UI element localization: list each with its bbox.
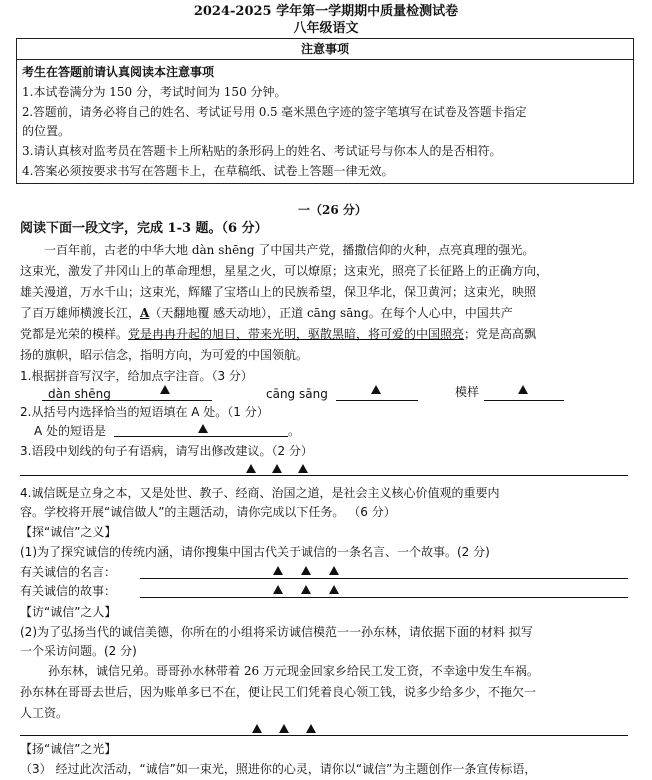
part-2-prompt: (2)为了弘扬当代的诚信美德，你所在的小组将采访诚信模范一一孙东林，请依据下面的材料 拟写 (20, 625, 533, 639)
notice-divider (17, 59, 633, 60)
part-2-prompt-cont: 一个采访问题。(2 分) (20, 644, 137, 658)
triangle-icon (371, 385, 381, 394)
triangle-icon (279, 724, 289, 733)
notice-intro: 考生在答题前请认真阅读本注意事项 (22, 65, 215, 79)
question-4-cont: 容。学校将开展“诚信做人”的主题活动，请你完成以下任务。 （6 分） (20, 505, 396, 519)
notice-item: 4.答案必须按要求书写在答题卡上，在草稿纸、试卷上答题一律无效。 (22, 164, 394, 178)
answer-line[interactable] (20, 735, 628, 736)
underlined-sentence: 党是冉冉升起的旭日，带来光明，驱散黑暗，将可爱的中国照亮 (128, 327, 465, 341)
blank-marker-a: A (140, 306, 150, 320)
quote-label: 有关诚信的名言： (20, 565, 117, 579)
notice-item: 3.请认真核对监考员在答题卡上所粘贴的条形码上的姓名、考试证号与你本人的是否相符。 (22, 144, 502, 158)
pinyin-1: dàn shēng (48, 387, 111, 401)
answer-blank-4[interactable] (114, 436, 288, 437)
notice-heading: 注意事项 (300, 42, 349, 56)
answer-blank-6[interactable] (140, 597, 628, 598)
question-1: 1.根据拼音写汉字，给加点字注音。（3 分） (20, 369, 253, 383)
answer-blank-2[interactable] (336, 400, 418, 401)
word-label: 模样 (455, 385, 480, 399)
section-heading: 一（26 分） (298, 203, 367, 217)
notice-box (16, 38, 634, 184)
triangle-icon (298, 464, 308, 473)
exam-title: 2024-2025 学年第一学期期中质量检测试卷 (193, 4, 459, 19)
triangle-icon (273, 585, 283, 594)
answer-line[interactable] (20, 475, 628, 476)
part-1-prompt: (1)为了探究诚信的传统内涵，请你搜集中国古代关于诚信的一条名言、一个故事。(2 分) (20, 545, 490, 559)
answer-blank-1[interactable] (42, 400, 212, 401)
triangle-icon (252, 724, 262, 733)
part-heading: 【扬“诚信”之光】 (20, 742, 117, 756)
part-heading: 【探“诚信”之义】 (20, 525, 117, 539)
triangle-icon (160, 385, 170, 394)
story-label: 有关诚信的故事： (20, 584, 117, 598)
passage-line: 党都是光荣的模样。党是冉冉升起的旭日，带来光明，驱散黑暗，将可爱的中国照亮；党是高高飘 (20, 327, 537, 341)
triangle-icon (272, 464, 282, 473)
triangle-icon (198, 424, 208, 433)
triangle-icon (246, 464, 256, 473)
passage-line: 了百万雄师横渡长江，A（天翻地覆 感天动地），正道 cāng sāng。在每个人心中，中国共产 (20, 306, 513, 320)
material-line: 人工资。 (20, 706, 69, 720)
answer-blank-3[interactable] (484, 400, 564, 401)
notice-item: 2.答题前，请务必将自己的姓名、考试证号用 0.5 毫米黑色字迹的签字笔填写在试卷及答题卡指定 (22, 105, 527, 119)
triangle-icon (301, 566, 311, 575)
part-3-prompt: （3） 经过此次活动，“诚信”如一束光，照进你的心灵，请你以“诚信”为主题创作一条宣传标语， (20, 762, 537, 776)
passage-line: 一百年前，古老的中华大地 dàn shēng 了中国共产党，播撒信仰的火种，点亮真理的强光。 (44, 243, 535, 257)
triangle-icon (301, 585, 311, 594)
exam-subject: 八年级语文 (293, 21, 359, 36)
triangle-icon (329, 566, 339, 575)
question-2: 2.从括号内选择恰当的短语填在 A 处。（1 分） (20, 405, 269, 419)
triangle-icon (518, 385, 528, 394)
notice-item: 的位置。 (22, 124, 71, 138)
pinyin-2: cāng sāng (266, 387, 328, 401)
question-4: 4.诚信既是立身之本，又是处世、教子、经商、治国之道，是社会主义核心价值观的重要内 (20, 486, 500, 500)
passage-line: 这束光，激发了井冈山上的革命理想，星星之火，可以燎原；这束光，照亮了长征路上的正确方向， (20, 264, 549, 278)
triangle-icon (273, 566, 283, 575)
period-mark: 。 (288, 424, 301, 438)
material-line: 孙东林，诚信兄弟。哥哥孙水林带着 26 万元现金回家乡给民工发工资，不幸途中发生车祸。 (48, 664, 539, 678)
reading-instruction: 阅读下面一段文字，完成 1-3 题。（6 分） (20, 221, 268, 236)
question-3: 3.语段中划线的句子有语病，请写出修改建议。（2 分） (20, 444, 313, 458)
part-heading: 【访“诚信”之人】 (20, 605, 117, 619)
triangle-icon (306, 724, 316, 733)
triangle-icon (329, 585, 339, 594)
material-line: 孙东林在哥哥去世后，因为账单多已不在，便让民工们凭着良心领工钱，说多少给多少，不拖欠一 (20, 685, 537, 699)
question-2-answer-label: A 处的短语是 (34, 424, 107, 438)
passage-line: 雄关漫道，万水千山；这束光，辉耀了宝塔山上的民族希望，保卫华北，保卫黄河；这束光，映照 (20, 285, 537, 299)
notice-item: 1.本试卷满分为 150 分，考试时间为 150 分钟。 (22, 85, 287, 99)
answer-blank-5[interactable] (140, 578, 628, 579)
passage-line: 扬的旗帜，昭示信念，指明方向，为可爱的中国领航。 (20, 348, 309, 362)
